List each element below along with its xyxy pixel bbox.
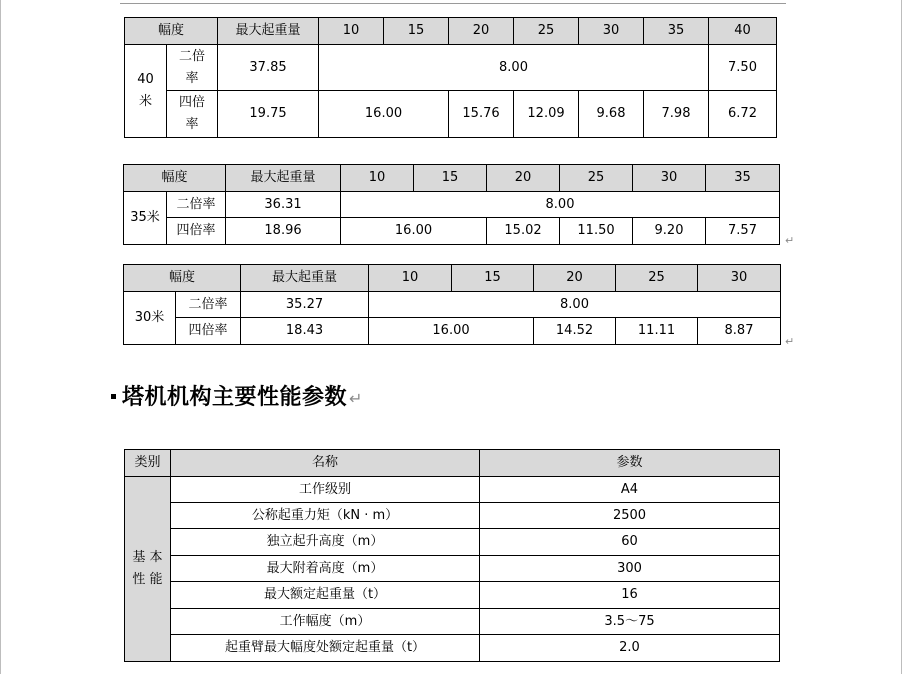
boom-length-cell: 40 米 xyxy=(125,45,167,138)
load-cell: 15.76 xyxy=(449,91,514,138)
load-cell: 6.72 xyxy=(709,91,777,138)
header-cell: 40 xyxy=(709,18,777,45)
load-table-35m xyxy=(123,164,780,245)
param-value-cell: 60 xyxy=(480,529,780,556)
boom-length-cell: 30米 xyxy=(124,292,176,345)
header-cell: 15 xyxy=(414,165,487,192)
header-cell: 30 xyxy=(579,18,644,45)
header-cell: 15 xyxy=(384,18,449,45)
header-cell: 10 xyxy=(319,18,384,45)
header-cell: 25 xyxy=(514,18,579,45)
param-name-cell: 独立起升高度（m） xyxy=(171,529,480,556)
header-cell: 最大起重量 xyxy=(241,265,369,292)
header-cell: 10 xyxy=(341,165,414,192)
page-left-edge xyxy=(0,0,1,674)
header-cell: 25 xyxy=(616,265,698,292)
param-value-cell: 2500 xyxy=(480,503,780,529)
header-cell: 35 xyxy=(644,18,709,45)
header-cell: 幅度 xyxy=(124,265,241,292)
param-name-cell: 公称起重力矩（kN · m） xyxy=(171,503,480,529)
category-cell: 基 本 性 能 xyxy=(125,477,171,662)
max-load-cell: 18.96 xyxy=(226,218,341,245)
header-cell: 20 xyxy=(449,18,514,45)
reeving-cell: 四倍率 xyxy=(167,218,226,245)
header-cell: 30 xyxy=(633,165,706,192)
max-load-cell: 37.85 xyxy=(218,45,319,91)
load-cell: 16.00 xyxy=(369,318,534,345)
reeving-cell: 二倍率 xyxy=(167,192,226,218)
load-cell: 11.50 xyxy=(560,218,633,245)
header-rule xyxy=(120,3,786,4)
load-table-30m xyxy=(123,264,781,345)
header-cell: 名称 xyxy=(171,450,480,477)
load-cell: 15.02 xyxy=(487,218,560,245)
paragraph-mark-icon: ↵ xyxy=(785,234,795,247)
header-cell: 15 xyxy=(452,265,534,292)
paragraph-mark-icon: ↵ xyxy=(785,335,795,348)
load-cell: 8.00 xyxy=(319,45,709,91)
header-cell: 最大起重量 xyxy=(226,165,341,192)
header-cell: 幅度 xyxy=(125,18,218,45)
max-load-cell: 19.75 xyxy=(218,91,319,138)
param-name-cell: 工作幅度（m） xyxy=(171,609,480,635)
section-heading-text: 塔机机构主要性能参数 xyxy=(122,385,348,410)
param-value-cell: 2.0 xyxy=(480,635,780,662)
load-cell: 7.98 xyxy=(644,91,709,138)
param-value-cell: 300 xyxy=(480,556,780,582)
param-name-cell: 最大附着高度（m） xyxy=(171,556,480,582)
load-cell: 9.68 xyxy=(579,91,644,138)
load-cell: 8.00 xyxy=(369,292,781,318)
load-cell: 8.87 xyxy=(698,318,781,345)
header-cell: 20 xyxy=(487,165,560,192)
max-load-cell: 18.43 xyxy=(241,318,369,345)
bullet-icon xyxy=(111,394,116,399)
max-load-cell: 36.31 xyxy=(226,192,341,218)
header-cell: 35 xyxy=(706,165,780,192)
max-load-cell: 35.27 xyxy=(241,292,369,318)
paragraph-mark-icon: ↵ xyxy=(349,389,363,408)
header-cell: 最大起重量 xyxy=(218,18,319,45)
load-cell: 7.57 xyxy=(706,218,780,245)
param-value-cell: 16 xyxy=(480,582,780,609)
header-cell: 20 xyxy=(534,265,616,292)
load-cell: 8.00 xyxy=(341,192,780,218)
reeving-cell: 四倍 率 xyxy=(167,91,218,138)
load-cell: 16.00 xyxy=(319,91,449,138)
section-heading xyxy=(111,380,363,411)
param-name-cell: 最大额定起重量（t） xyxy=(171,582,480,609)
reeving-cell: 四倍率 xyxy=(176,318,241,345)
param-value-cell: 3.5～75 xyxy=(480,609,780,635)
param-name-cell: 工作级别 xyxy=(171,477,480,503)
param-name-cell: 起重臂最大幅度处额定起重量（t） xyxy=(171,635,480,662)
load-cell: 12.09 xyxy=(514,91,579,138)
reeving-cell: 二倍率 xyxy=(176,292,241,318)
performance-params-table xyxy=(124,449,780,662)
header-cell: 25 xyxy=(560,165,633,192)
load-cell: 11.11 xyxy=(616,318,698,345)
load-cell: 16.00 xyxy=(341,218,487,245)
load-cell: 7.50 xyxy=(709,45,777,91)
header-cell: 30 xyxy=(698,265,781,292)
load-cell: 9.20 xyxy=(633,218,706,245)
load-cell: 14.52 xyxy=(534,318,616,345)
header-cell: 幅度 xyxy=(124,165,226,192)
header-cell: 类别 xyxy=(125,450,171,477)
boom-length-cell: 35米 xyxy=(124,192,167,245)
header-cell: 10 xyxy=(369,265,452,292)
header-cell: 参数 xyxy=(480,450,780,477)
reeving-cell: 二倍 率 xyxy=(167,45,218,91)
param-value-cell: A4 xyxy=(480,477,780,503)
load-table-40m xyxy=(124,17,777,138)
